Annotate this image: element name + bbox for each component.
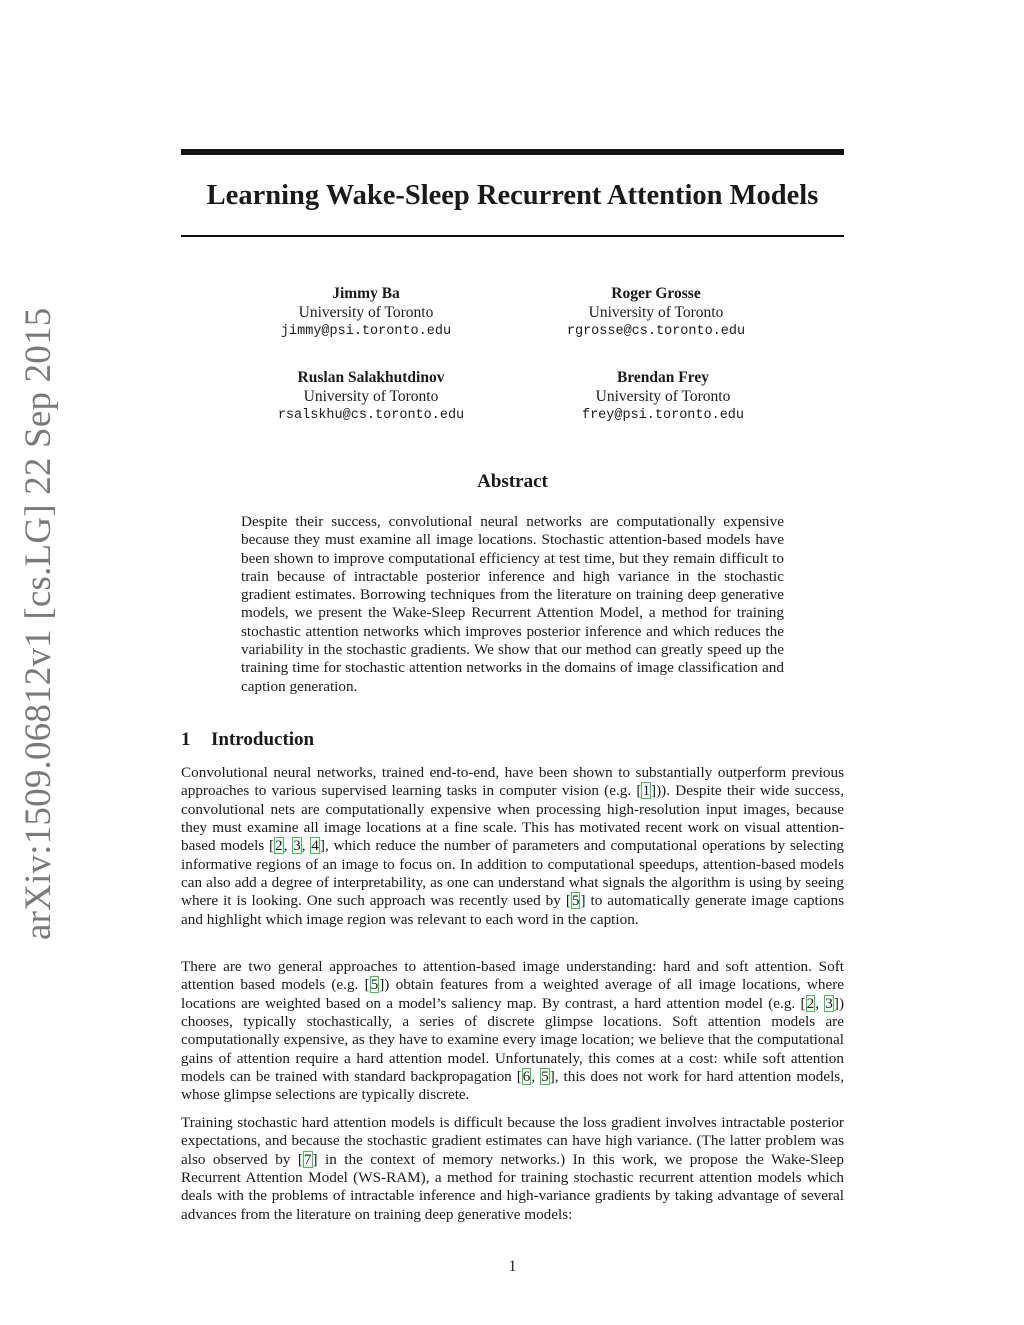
author-affiliation: University of Toronto: [588, 304, 724, 321]
author-email: frey@psi.toronto.edu: [581, 408, 745, 423]
paragraph-text: ], which reduce the number of parameters and computational operations by selecting informative regions of an image to focus on. In addition to computational speedups, attention-based models can also add a degree of interpretability, as one can understand what signals the algorithm is using by seeing where it is looking. One such approach was recently used by [: [181, 837, 845, 910]
citation-link[interactable]: 4: [311, 837, 319, 855]
citation-link[interactable]: 3: [293, 837, 301, 855]
paragraph-text: Training stochastic hard attention models is difficult because the loss gradient involves intractable posterior expectations, and because the stochastic gradient estimates can have high variance. (The latter problem was also observed by [: [181, 1114, 844, 1168]
author-affiliation: University of Toronto: [303, 388, 439, 405]
paragraph-text: Convolutional neural networks, trained end-to-end, have been shown to substantially outperform previous approaches to various supervised learning tasks in computer vision (e.g.: [181, 764, 844, 800]
citation-link[interactable]: 2: [275, 837, 283, 855]
author-name: Roger Grosse: [611, 285, 701, 302]
page-number: 1: [508, 1258, 517, 1275]
abstract-text: Despite their success, convolutional neural networks are computationally expensive because they must examine all image locations. Stochastic attention-based models have been shown to improve computational efficiency at test time, but they remain difficult to train because of intractable posterior inference and high variance in the stochastic gradient estimates. Borrowing techniques from the literature on training deep generative models, we present the Wake-Sleep Recurrent Attention Model, a method for training stochastic attention networks which improves posterior inference and which reduces the variability in the stochastic gradients. We show that our method can greatly speed up the training time for stochastic attention networks in the domains of image classification and caption generation.: [241, 513, 784, 695]
section-title: Introduction: [211, 729, 315, 750]
author-email: rsalskhu@cs.toronto.edu: [277, 408, 465, 423]
citation-link[interactable]: 3: [825, 994, 833, 1012]
intro-paragraph: There are two general approaches to attention-based image understanding: hard and soft attention. Soft attention based models (e.g. [5]) obtain features from a weighted average of all image locations, where locations are weighted based on a model’s saliency map. By contrast, a hard attention model (e.g. [2, 3]) chooses, typically stochastically, a series of discrete glimpse locations. Soft attention models are computationally expensive, as they have to examine every image location; we believe that the computational gains of attention require a hard attention model. Unfortunately, this comes at a cost: while soft attention models can be trained with standard backpropagation [6, 5], this does not work for hard attention models, whose glimpse selections are typically discrete.: [181, 958, 845, 1104]
intro-paragraph: Convolutional neural networks, trained end-to-end, have been shown to substantially outperform previous approaches to various supervised learning tasks in computer vision (e.g. [1])). Despite their wide success, convolutional nets are computationally expensive when processing high-resolution input images, because they must examine all image locations at a fine scale. This has motivated recent work on visual attention-based models [2, 3, 4], which reduce the number of parameters and computational operations by selecting informative regions of an image to focus on. In addition to computational speedups, attention-based models can also add a degree of interpretability, as one can understand what signals the algorithm is using by seeing where it is looking. One such approach was recently used by [5] to automatically generate image captions and highlight which image region was relevant to each word in the caption.: [181, 764, 845, 928]
citation-link[interactable]: 6: [522, 1068, 531, 1086]
citation-link[interactable]: 5: [571, 892, 580, 910]
citation-link[interactable]: 7: [303, 1150, 312, 1168]
section-heading: [181, 728, 314, 752]
paper-title: Learning Wake-Sleep Recurrent Attention Models: [206, 180, 819, 211]
citation-link[interactable]: 1: [642, 782, 651, 800]
author-affiliation: University of Toronto: [595, 388, 731, 405]
citation-link[interactable]: 5: [541, 1068, 549, 1086]
intro-paragraph: [181, 1114, 844, 1224]
author-block: [506, 284, 806, 341]
paragraph-text: )). Despite their wide success, convolutional nets are computationally expensive when processing high-resolution input images, because they must examine all image locations at a fine scale. This has motivated recent work on visual attention-based models [: [181, 782, 844, 855]
title-top-rule: [181, 149, 844, 155]
section-number: 1: [181, 729, 191, 750]
author-email: jimmy@psi.toronto.edu: [280, 324, 452, 339]
citation-link[interactable]: 2: [806, 994, 815, 1012]
paragraph-text: There are two general approaches to attention-based image understanding: hard and soft attention. Soft attention based models (e.g. [: [181, 958, 844, 994]
author-block: [513, 368, 813, 425]
author-affiliation: University of Toronto: [298, 304, 434, 321]
paragraph-text: ], this does not work for hard attention models, whose glimpse selections are typically discrete.: [181, 1068, 845, 1104]
paragraph-text: ] in the context of memory networks.) In this work, we propose the Wake-Sleep Recurrent Attention Model (WS-RAM), a method for training stochastic recurrent attention models which deals with the problems of intractable inference and high-variance gradients by taking advantage of several advances from the literature on training deep generative models:: [181, 1150, 844, 1223]
paragraph-text: ] to automatically generate image captions and highlight which image region was relevant to each word in the caption.: [181, 892, 844, 928]
title-bottom-rule: [181, 235, 844, 237]
author-block: [216, 284, 516, 341]
author-email: rgrosse@cs.toronto.edu: [566, 324, 746, 339]
citation-link[interactable]: 5: [370, 976, 379, 994]
author-name: Ruslan Salakhutdinov: [297, 369, 445, 386]
paragraph-text: ]) chooses, typically stochastically, a series of discrete glimpse locations. Soft attention models are computationally expensive, as they have to examine every image location; we believe that the computational gains of attention require a hard attention model. Unfortunately, this comes at a cost: while soft attention models can be trained with standard backpropagation [: [181, 994, 845, 1086]
paragraph-text: ]) obtain features from a weighted average of all image locations, where locations are weighted based on a model’s saliency map. By contrast, a hard attention model (e.g. [: [181, 976, 844, 1012]
author-name: Jimmy Ba: [332, 285, 400, 302]
author-block: [221, 368, 521, 425]
author-name: Brendan Frey: [616, 369, 709, 386]
arxiv-side-stamp: arXiv:1509.06812v1 [cs.LG] 22 Sep 2015: [18, 307, 59, 940]
abstract-heading: Abstract: [477, 471, 548, 492]
